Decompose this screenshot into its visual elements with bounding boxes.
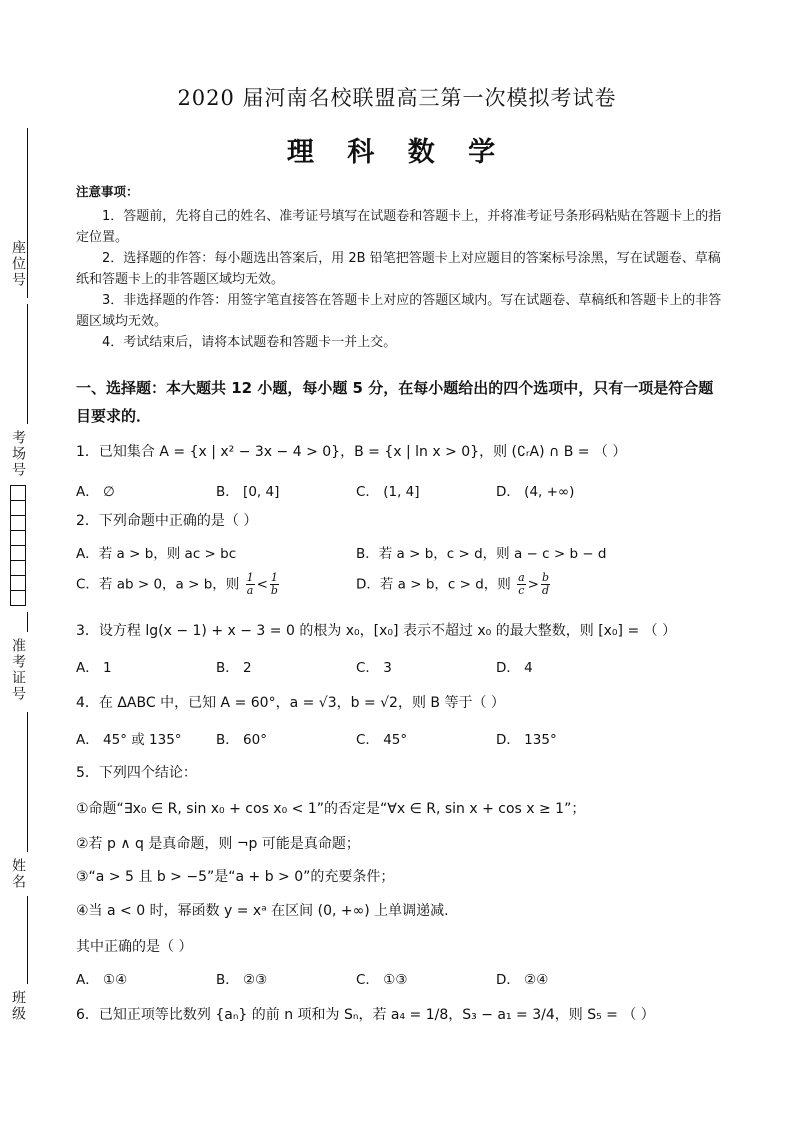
notice-item: 3．非选择题的作答：用签字笔直接答在答题卡上对应的答题区域内。写在试题卷、草稿纸和答题卡上的非答题区域均无效。 — [76, 293, 722, 329]
question-3-option-c[interactable]: C． 3 — [356, 660, 392, 676]
question-2-option-b[interactable]: B．若 a > b，c > d，则 a − c > b − d — [356, 546, 607, 562]
binding-line — [27, 304, 28, 424]
question-3-option-b[interactable]: B． 2 — [216, 660, 252, 676]
question-5-statement-4: ④当 a < 0 时，幂函数 y = xᵃ 在区间 (0, +∞) 上单调递减. — [76, 903, 449, 919]
question-5-option-d[interactable]: D． ②④ — [496, 972, 549, 988]
binding-line — [27, 896, 28, 984]
binding-line — [27, 612, 28, 632]
question-2-option-d[interactable]: D．若 a > b，c > d，则 $\frac{a}{c}$ > $\frac{b}{d}$ — [356, 571, 550, 597]
question-5-statement-3: ③“a > 5 且 b > −5”是“a + b > 0”的充要条件； — [76, 869, 395, 885]
room-label: 考场号 — [10, 430, 26, 478]
question-1-option-b[interactable]: B． [0, 4] — [216, 484, 280, 500]
question-5-option-a[interactable]: A． ①④ — [76, 972, 128, 988]
exam-subtitle: 理 科 数 学 — [286, 137, 508, 168]
notice-item: 4．考试结束后，请将本试题卷和答题卡一并上交。 — [102, 335, 397, 350]
exam-title: 2020 届河南名校联盟高三第一次模拟考试卷 — [177, 86, 617, 110]
notice-list — [76, 206, 726, 353]
question-4-option-b[interactable]: B． 60° — [216, 732, 267, 748]
question-4-option-d[interactable]: D． 135° — [496, 732, 557, 748]
question-1-option-d[interactable]: D． (4, +∞) — [496, 484, 575, 500]
seat-label: 座位号 — [10, 240, 26, 288]
question-5-option-c[interactable]: C． ①③ — [356, 972, 408, 988]
notice-item: 1．答题前，先将自己的姓名、准考证号填写在试题卷和答题卡上，并将准考证号条形码粘贴在答题卡上的指定位置。 — [76, 209, 722, 245]
question-4-option-c[interactable]: C． 45° — [356, 732, 408, 748]
binding-line — [27, 712, 28, 852]
fraction-b-over-d: $\frac{b}{d}$ — [541, 571, 550, 597]
name-label: 姓名 — [10, 858, 26, 890]
section-heading: 一、选择题：本大题共 12 小题，每小题 5 分，在每小题给出的四个选项中，只有一项是符合题目要求的． — [76, 379, 714, 425]
question-2-stem: 2．下列命题中正确的是（ ） — [76, 513, 258, 529]
question-3-option-a[interactable]: A． 1 — [76, 660, 112, 676]
question-2-option-c-text: C．若 ab > 0，a > b，则 — [76, 576, 240, 593]
notice-heading: 注意事项： — [76, 184, 139, 199]
question-5-option-b[interactable]: B． ②③ — [216, 972, 268, 988]
question-3-option-d[interactable]: D． 4 — [496, 660, 533, 676]
question-1-option-c[interactable]: C． (1, 4] — [356, 484, 420, 500]
question-3-stem: 3．设方程 lg(x − 1) + x − 3 = 0 的根为 x₀，[x₀] 表示不超过 x₀ 的最大整数，则 [x₀] = （ ） — [76, 623, 677, 639]
question-1-option-a[interactable]: A． ∅ — [76, 484, 115, 500]
question-2-option-a[interactable]: A．若 a > b，则 ac > bc — [76, 546, 237, 562]
question-5-tail: 其中正确的是（ ） — [76, 939, 193, 955]
fraction-1-over-b: $\frac{1}{b}$ — [270, 571, 278, 597]
fraction-1-over-a: $\frac{1}{a}$ — [246, 571, 254, 597]
question-4-stem: 4．在 ΔABC 中，已知 A = 60°，a = √3，b = √2，则 B 等于（ ） — [76, 695, 505, 711]
question-6-stem: 6．已知正项等比数列 {aₙ} 的前 n 项和为 Sₙ，若 a₄ = 1/8，S₃ − a₁ = 3/4，则 S₅ = （ ） — [76, 1007, 655, 1023]
question-2-option-c[interactable]: C．若 ab > 0，a > b，则 $\frac{1}{a}$ < $\frac{1}{b}$ — [76, 571, 278, 597]
question-5-statement-2: ②若 p ∧ q 是真命题，则 ¬p 可能是真命题； — [76, 836, 360, 852]
notice-item: 2．选择题的作答：每小题选出答案后，用 2B 铅笔把答题卡上对应题目的答案标号涂黑，写在试题卷、草稿纸和答题卡上的非答题区域均无效。 — [76, 251, 721, 287]
class-label: 班级 — [10, 990, 26, 1022]
fraction-a-over-c: $\frac{a}{c}$ — [518, 571, 525, 597]
seat-number-grid[interactable] — [10, 486, 26, 606]
question-5-stem: 5．下列四个结论： — [76, 765, 197, 781]
question-5-statement-1: ①命题“∃x₀ ∈ R, sin x₀ + cos x₀ < 1”的否定是“∀x ∈ R, sin x + cos x ≥ 1”； — [76, 801, 586, 817]
ticket-label: 准考证号 — [10, 638, 26, 702]
question-2-option-d-text: D．若 a > b，c > d，则 — [356, 576, 511, 593]
question-4-option-a[interactable]: A． 45° 或 135° — [76, 732, 182, 748]
question-1-stem: 1．已知集合 A = {x | x² − 3x − 4 > 0}，B = {x | ln x > 0}，则 (∁ᵣA) ∩ B = （ ） — [76, 444, 627, 460]
